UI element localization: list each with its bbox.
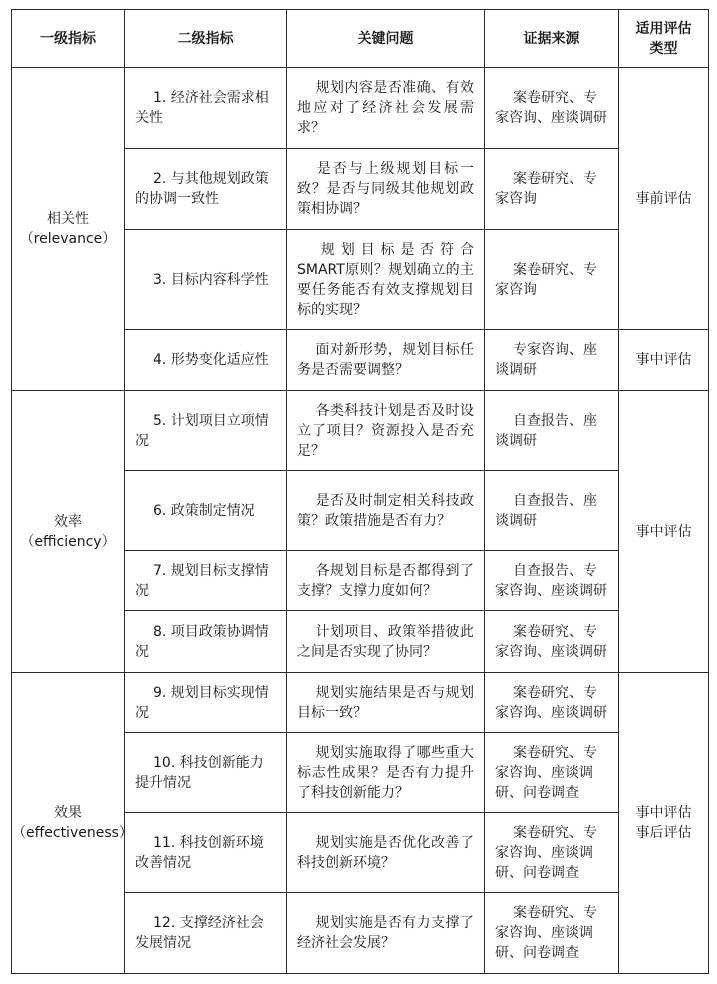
header-first-level-indicator: 一级指标	[12, 10, 125, 68]
second-level-indicator: 2. 与其他规划政策的协调一致性	[125, 149, 287, 230]
evaluation-type-pre: 事前评估	[619, 68, 709, 330]
group-name: 相关性	[47, 211, 89, 227]
group-english-name: （efficiency）	[20, 533, 116, 550]
evidence-source: 案卷研究、专家咨询	[485, 149, 619, 230]
evidence-source: 案卷研究、专家咨询、座谈调研	[485, 611, 619, 673]
header-evaluation-type	[619, 10, 709, 68]
evaluation-indicator-table	[11, 9, 709, 974]
key-question: 计划项目、政策举措彼此之间是否实现了协同？	[287, 611, 485, 673]
table-row	[12, 68, 709, 149]
key-question: 规划内容是否准确、有效地应对了经济社会发展需求？	[287, 68, 485, 149]
evidence-source: 案卷研究、专家咨询、座谈调研、问卷调查	[485, 733, 619, 813]
table-header-row	[12, 10, 709, 68]
evidence-source: 案卷研究、专家咨询、座谈调研	[485, 68, 619, 149]
key-question: 面对新形势，规划目标任务是否需要调整？	[287, 330, 485, 391]
second-level-indicator: 5. 计划项目立项情况	[125, 391, 287, 471]
second-level-indicator: 3. 目标内容科学性	[125, 230, 287, 330]
key-question: 规划实施是否有力支撑了经济社会发展？	[287, 893, 485, 974]
group-relevance	[12, 68, 125, 391]
group-effectiveness	[12, 673, 133, 974]
evaluation-type-line: 事后评估	[635, 825, 692, 841]
key-question: 是否及时制定相关科技政策？政策措施是否有力？	[287, 471, 485, 551]
header-evaluation-type-line1: 适用评估	[635, 20, 692, 37]
second-level-indicator: 7. 规划目标支撑情况	[125, 551, 287, 611]
second-level-indicator: 11. 科技创新环境改善情况	[125, 813, 287, 893]
group-english-name: （relevance）	[19, 231, 117, 247]
second-level-indicator: 9. 规划目标实现情况	[125, 673, 287, 733]
evaluation-type-line: 事中评估	[635, 805, 692, 821]
evidence-source: 专家咨询、座谈调研	[485, 330, 619, 391]
evidence-source: 案卷研究、专家咨询、座谈调研、问卷调查	[485, 813, 619, 893]
key-question: 规划实施结果是否与规划目标一致？	[287, 673, 485, 733]
header-key-question: 关键问题	[287, 10, 485, 68]
group-name: 效果	[54, 805, 82, 821]
key-question: 规划实施取得了哪些重大标志性成果？是否有力提升了科技创新能力？	[287, 733, 485, 813]
second-level-indicator: 1. 经济社会需求相关性	[125, 68, 287, 149]
evaluation-type-mid-post	[619, 673, 709, 974]
evaluation-type-mid: 事中评估	[619, 391, 709, 673]
evidence-source: 案卷研究、专家咨询	[485, 230, 619, 330]
header-evaluation-type-line2: 类型	[649, 40, 678, 57]
evidence-source: 自查报告、座谈调研	[485, 471, 619, 551]
table-row	[12, 673, 709, 733]
key-question: 是否与上级规划目标一致？是否与同级其他规划政策相协调？	[287, 149, 485, 230]
evidence-source: 自查报告、座谈调研	[485, 391, 619, 471]
key-question: 规划目标是否符合SMART原则？规划确立的主要任务能否有效支撑规划目标的实现？	[287, 230, 485, 330]
evaluation-type-mid: 事中评估	[619, 330, 709, 391]
header-second-level-indicator: 二级指标	[125, 10, 287, 68]
group-efficiency	[12, 391, 125, 673]
second-level-indicator: 10. 科技创新能力提升情况	[125, 733, 287, 813]
key-question: 规划实施是否优化改善了科技创新环境？	[287, 813, 485, 893]
group-name: 效率	[54, 513, 82, 530]
table-row	[12, 391, 709, 471]
group-english-name: （effectiveness）	[12, 825, 133, 841]
key-question: 各类科技计划是否及时设立了项目？资源投入是否充足？	[287, 391, 485, 471]
key-question: 各规划目标是否都得到了支撑？支撑力度如何？	[287, 551, 485, 611]
evidence-source: 案卷研究、专家咨询、座谈调研、问卷调查	[485, 893, 619, 974]
second-level-indicator: 12. 支撑经济社会发展情况	[125, 893, 287, 974]
evidence-source: 案卷研究、专家咨询、座谈调研	[485, 673, 619, 733]
second-level-indicator: 8. 项目政策协调情况	[125, 611, 287, 673]
second-level-indicator: 4. 形势变化适应性	[125, 330, 287, 391]
second-level-indicator: 6. 政策制定情况	[125, 471, 287, 551]
header-evidence-source: 证据来源	[485, 10, 619, 68]
evidence-source: 自查报告、专家咨询、座谈调研	[485, 551, 619, 611]
